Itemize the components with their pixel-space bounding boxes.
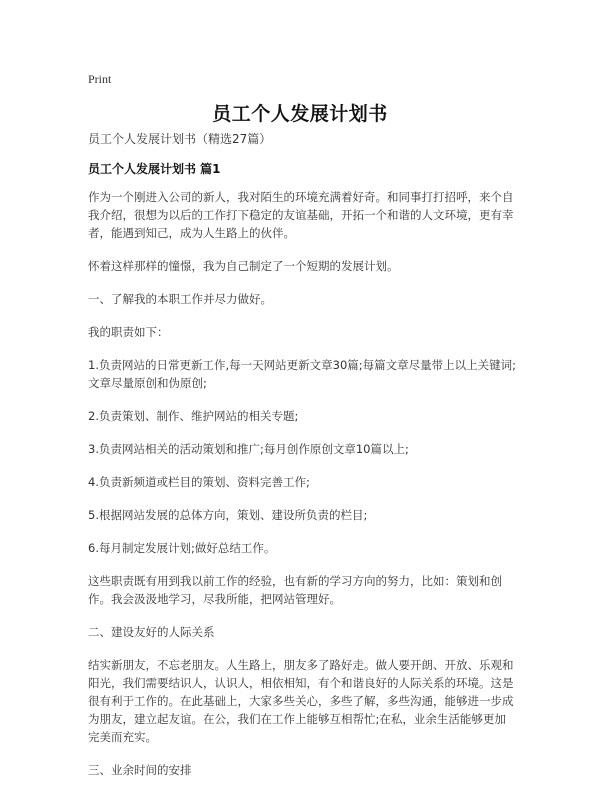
document-title: 员工个人发展计划书 bbox=[212, 103, 388, 125]
paragraph-duty-6: 6.每月制定发展计划;做好总结工作。 bbox=[88, 541, 276, 555]
paragraph-duty-4: 4.负责新频道或栏目的策划、资料完善工作; bbox=[88, 475, 310, 489]
document-body bbox=[88, 130, 516, 794]
paragraph-duties-intro: 我的职责如下： bbox=[88, 325, 169, 339]
paragraph-heading-1: 一、了解我的本职工作并尽力做好。 bbox=[88, 292, 272, 306]
paragraph-intro: 作为一个刚进入公司的新人，我对陌生的环境充满着好奇。和同事打打招呼，来个自我介绍，很想为以后的工作打下稳定的友谊基础，开拓一个和谐的人文环境，更有幸者，能遇到知己，成为人生路上的伙伴。 bbox=[88, 190, 514, 240]
print-label[interactable]: Print bbox=[88, 72, 112, 86]
paragraph-duty-5: 5.根据网站发展的总体方向，策划、建设所负责的栏目; bbox=[88, 508, 368, 522]
paragraph-heading-2: 二、建设友好的人际关系 bbox=[88, 625, 215, 639]
document-subtitle: 员工个人发展计划书（精选27篇） bbox=[88, 132, 272, 146]
paragraph-heading-3: 三、业余时间的安排 bbox=[88, 763, 192, 777]
paragraph-duty-1: 1.负责网站的日常更新工作,每一天网站更新文章30篇;每篇文章尽量带上以上关键词;文章尽量原创和伪原创; bbox=[88, 358, 517, 390]
paragraph-relationships: 结实新朋友，不忘老朋友。人生路上，朋友多了路好走。做人要开朗、开放、乐观和阳光，我们需要结识人，认识人，相依相知，有个和谐良好的人际关系的环境。这是很有利于工作的。在此基础上，大家多些关心，多些了解，多些沟通，能够进一步成为朋友，建立起友谊。在公，我们在工作上能够互相帮忙;在私，业余生活能够更加完美而充实。 bbox=[88, 658, 514, 744]
paragraph-plan: 怀着这样那样的憧憬，我为自己制定了一个短期的发展计划。 bbox=[88, 259, 399, 273]
paragraph-duty-3: 3.负责网站相关的活动策划和推广;每月创作原创文章10篇以上; bbox=[88, 442, 409, 456]
section-heading: 员工个人发展计划书 篇1 bbox=[88, 162, 221, 176]
paragraph-duties-summary: 这些职责既有用到我以前工作的经验，也有新的学习方向的努力，比如：策划和创作。我会汲汲地学习，尽我所能，把网站管理好。 bbox=[88, 574, 502, 606]
paragraph-duty-2: 2.负责策划、制作、维护网站的相关专题; bbox=[88, 409, 299, 423]
